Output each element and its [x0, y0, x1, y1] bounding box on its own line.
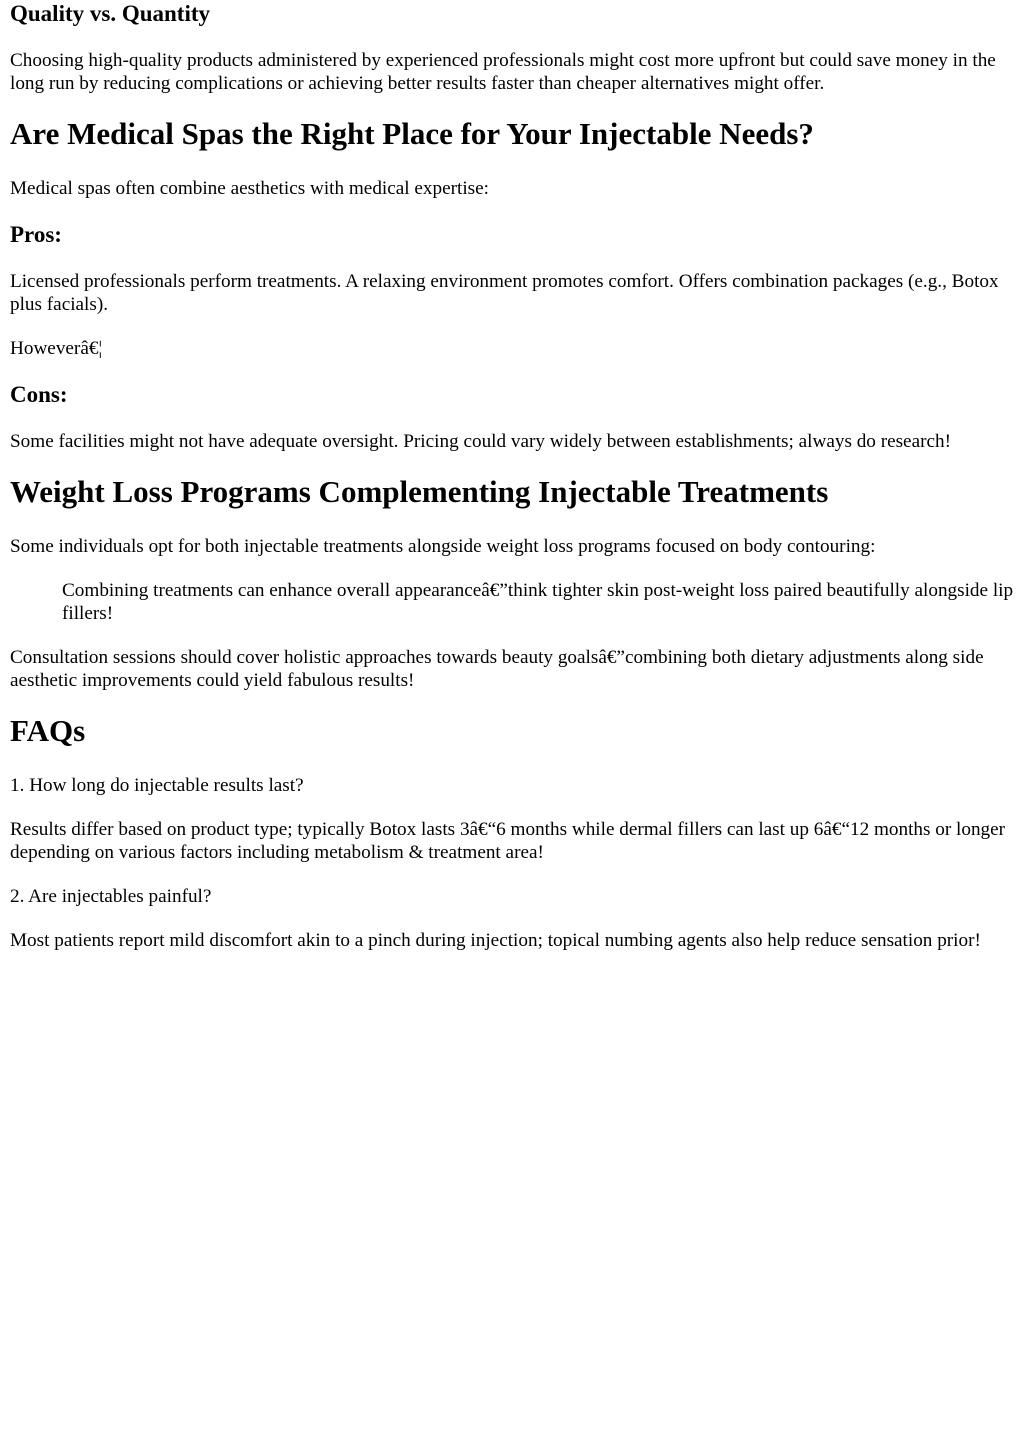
cons-heading: Cons: — [10, 382, 68, 407]
cons-text: Some facilities might not have adequate oversight. Pricing could vary widely between establishments; always do research! — [10, 431, 951, 452]
section-heading-weightloss: Weight Loss Programs Complementing Injectable Treatments — [10, 474, 829, 509]
medspa-intro: Medical spas often combine aesthetics with medical expertise: — [10, 178, 489, 199]
faq-answer: Most patients report mild discomfort akin to a pinch during injection; topical numbing agents also help reduce sensation prior! — [10, 930, 981, 951]
faq-question: 2. Are injectables painful? — [10, 886, 212, 907]
faq-question: 1. How long do injectable results last? — [10, 775, 304, 796]
faq-answer: Results differ based on product type; typically Botox lasts 3â€“6 months while dermal fillers can last up 6â€“12 months or longer depending on various factors including metabolism & treatment area! — [10, 819, 1006, 863]
weightloss-quote: Combining treatments can enhance overall appearanceâ€”think tighter skin post-weight loss paired beautifully alongside lip fillers! — [62, 580, 1014, 624]
weightloss-closing: Consultation sessions should cover holistic approaches towards beauty goalsâ€”combining both dietary adjustments along side aesthetic improvements could yield fabulous results! — [10, 647, 984, 691]
section-heading-faqs: FAQs — [10, 713, 86, 748]
quality-paragraph: Choosing high-quality products administered by experienced professionals might cost more upfront but could save money in the long run by reducing complications or achieving better results faster than cheaper alternatives might offer. — [10, 50, 996, 94]
however-text: Howeverâ€¦ — [10, 338, 103, 359]
section-heading-quality: Quality vs. Quantity — [10, 1, 211, 26]
pros-text: Licensed professionals perform treatments. A relaxing environment promotes comfort. Offers combination packages (e.g., Botox plus facials). — [10, 271, 999, 315]
pros-heading: Pros: — [10, 222, 62, 247]
weightloss-intro: Some individuals opt for both injectable treatments alongside weight loss programs focused on body contouring: — [10, 536, 876, 557]
section-heading-medspa: Are Medical Spas the Right Place for Your Injectable Needs? — [10, 116, 814, 151]
